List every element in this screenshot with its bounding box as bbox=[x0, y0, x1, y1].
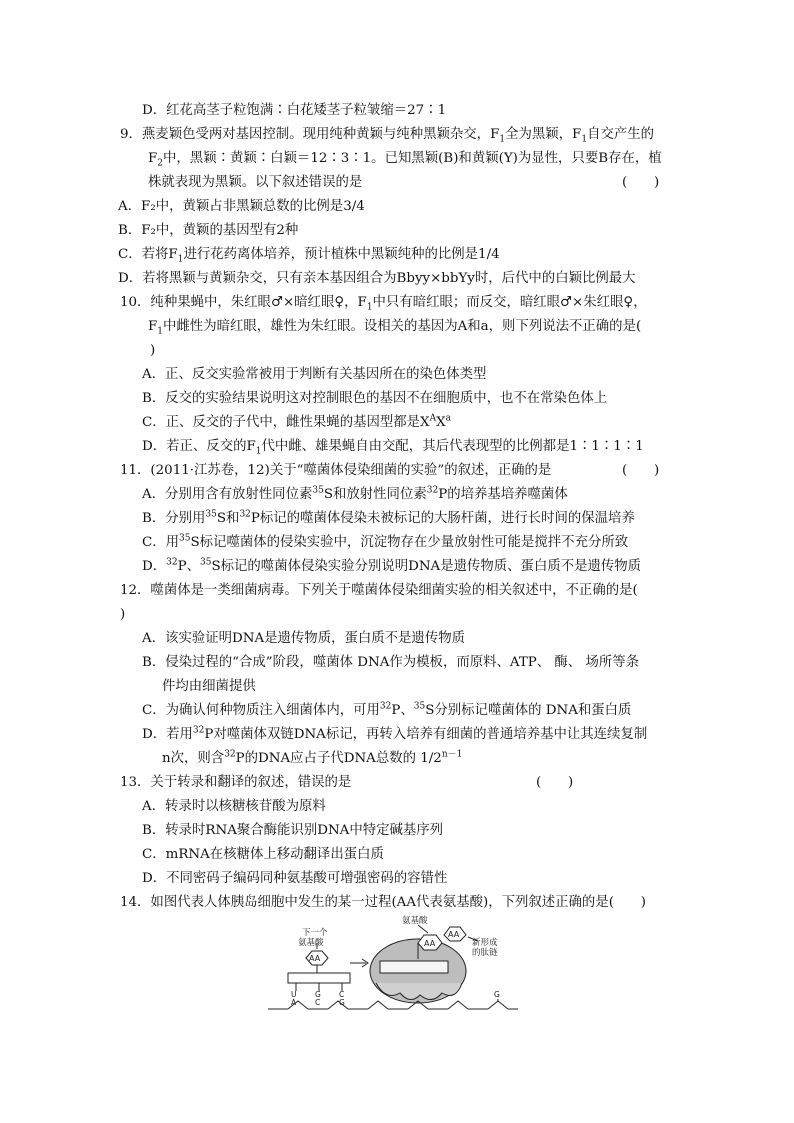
label-next-aa-1: 下一个 bbox=[302, 928, 328, 938]
q12-option-b-line1: B．侵染过程的“合成”阶段，噬菌体 DNA作为模板，而原料、ATP、 酶、 场所等条 bbox=[142, 655, 640, 670]
q11-option-a: A．分别用含有放射性同位素$^{35}$S和放射性同位素$^{32}$P的培养基培养噬菌体 bbox=[142, 485, 568, 502]
q10-option-a: A．正、反交实验常被用于判断有关基因所在的染色体类型 bbox=[142, 367, 487, 382]
q12-option-b-line2: 件均由细菌提供 bbox=[162, 679, 256, 694]
svg-text:AA: AA bbox=[448, 930, 460, 939]
q10-stem-line1: 10．纯种果蝇中，朱红眼♂×暗红眼♀，$F_1$中只有暗红眼；而反交，暗红眼♂×朱红眼♀， bbox=[120, 295, 647, 313]
q12-option-c: C．为确认何种物质注入细菌体内，可用$^{32}$P、$^{35}$S分别标记噬菌体的 DNA和蛋白质 bbox=[142, 701, 632, 718]
q9-option-d: D．若将黑颖与黄颖杂交，只有亲本基因组合为Bbyy×bbYy时，后代中的白颖比例最大 bbox=[118, 271, 636, 286]
q9-option-a: A．F₂中，黄颖占非黑颖总数的比例是3/4 bbox=[118, 199, 365, 214]
q9-option-c: C．若将$F_1$进行花药离体培养，预计植株中黑颖纯种的比例是1/4 bbox=[118, 247, 500, 265]
q10-option-d: D．若正、反交的$F_1$代中雌、雄果蝇自由交配，其后代表现型的比例都是1∶1∶1∶1 bbox=[142, 439, 644, 457]
q11-answer-paren: ( ) bbox=[622, 463, 660, 478]
q10-stem-line2: $F_1$中雌性为暗红眼，雄性为朱红眼。设相关的基因为A和a，则下列说法不正确的是( bbox=[148, 319, 642, 337]
q13-option-c: C．mRNA在核糖体上移动翻译出蛋白质 bbox=[142, 847, 384, 862]
q11-stem: 11．(2011·江苏卷，12)关于“噬菌体侵染细菌的实验”的叙述，正确的是 bbox=[120, 463, 552, 478]
q11-option-d: D．$^{32}$P、$^{35}$S标记的噬菌体侵染实验分别说明DNA是遗传物质、蛋白质不是遗传物质 bbox=[142, 557, 642, 574]
label-next-aa-2: 氨基酸 bbox=[298, 938, 324, 948]
svg-text:A: A bbox=[291, 998, 297, 1007]
label-aa: 氨基酸 bbox=[402, 916, 428, 926]
q10-stem-line3: ) bbox=[150, 343, 156, 358]
q11-option-c: C．用$^{35}$S标记噬菌体的侵染实验中，沉淀物存在少量放射性可能是搅拌不充分所致 bbox=[142, 533, 629, 550]
q9-stem-line2: $F_2$中，黑颖∶黄颖∶白颖＝12∶3∶1。已知黑颖(B)和黄颖(Y)为显性，只要B存在，植 bbox=[148, 151, 662, 169]
svg-text:G: G bbox=[339, 998, 345, 1007]
q12-option-a: A．该实验证明DNA是遗传物质，蛋白质不是遗传物质 bbox=[142, 631, 465, 646]
q10-option-c: C．正、反交的子代中，雌性果蝇的基因型都是$X^AX^a$ bbox=[142, 413, 452, 430]
free-trna bbox=[288, 943, 368, 1007]
q9-answer-paren: ( ) bbox=[622, 175, 660, 190]
q9-stem-line1: 9．燕麦颖色受两对基因控制。现用纯种黄颖与纯种黑颖杂交，$F_1$全为黑颖，$F_1$自交产生的 bbox=[120, 127, 655, 145]
svg-text:U: U bbox=[291, 990, 297, 999]
q9-stem-line3: 株就表现为黑颖。以下叙述错误的是 bbox=[148, 175, 363, 190]
q12-stem-line1: 12．噬菌体是一类细菌病毒。下列关于噬菌体侵染细菌实验的相关叙述中，不正确的是( bbox=[120, 583, 638, 598]
q11-option-b: B．分别用$^{35}$S和$^{32}$P标记的噬菌体侵染未被标记的大肠杆菌，进行长时间的保温培养 bbox=[142, 509, 635, 526]
q13-option-d: D．不同密码子编码同种氨基酸可增强密码的容错性 bbox=[142, 871, 448, 886]
q13-option-b: B．转录时RNA聚合酶能识别DNA中特定碱基序列 bbox=[142, 823, 444, 838]
q14-stem: 14．如图代表人体胰岛细胞中发生的某一过程(AA代表氨基酸)，下列叙述正确的是( ) bbox=[120, 895, 646, 910]
translation-diagram bbox=[268, 913, 518, 1017]
q13-option-a: A．转录时以核糖核苷酸为原料 bbox=[142, 799, 326, 814]
svg-text:AA: AA bbox=[424, 939, 436, 948]
q13-stem: 13．关于转录和翻译的叙述，错误的是 bbox=[120, 775, 352, 790]
label-new-peptide-2: 的肽链 bbox=[472, 948, 498, 958]
svg-text:G: G bbox=[494, 990, 500, 999]
q12-option-d-line2: n次，则含$^{32}$P的DNA应占子代DNA总数的 $1/2^{n-1}$ bbox=[162, 749, 463, 766]
label-new-peptide-1: 新形成 bbox=[472, 938, 498, 948]
svg-text:C: C bbox=[339, 990, 345, 999]
q9-option-b: B．F₂中，黄颖的基因型有2种 bbox=[118, 223, 299, 238]
svg-text:C: C bbox=[315, 998, 321, 1007]
next-amino-acid bbox=[306, 951, 328, 973]
q12-option-d-line1: D．若用$^{32}$P对噬菌体双链DNA标记，再转入培养有细菌的普通培养基中让其连续复制 bbox=[142, 725, 648, 742]
q8-option-d: D．红花高茎子粒饱满∶白花矮茎子粒皱缩＝27∶1 bbox=[142, 103, 447, 118]
q10-option-b: B．反交的实验结果说明这对控制眼色的基因不在细胞质中，也不在常染色体上 bbox=[142, 391, 608, 406]
svg-text:G: G bbox=[315, 990, 321, 999]
svg-text:AA: AA bbox=[309, 954, 321, 963]
q13-answer-paren: ( ) bbox=[536, 775, 574, 790]
q12-stem-line2: ) bbox=[120, 607, 126, 622]
